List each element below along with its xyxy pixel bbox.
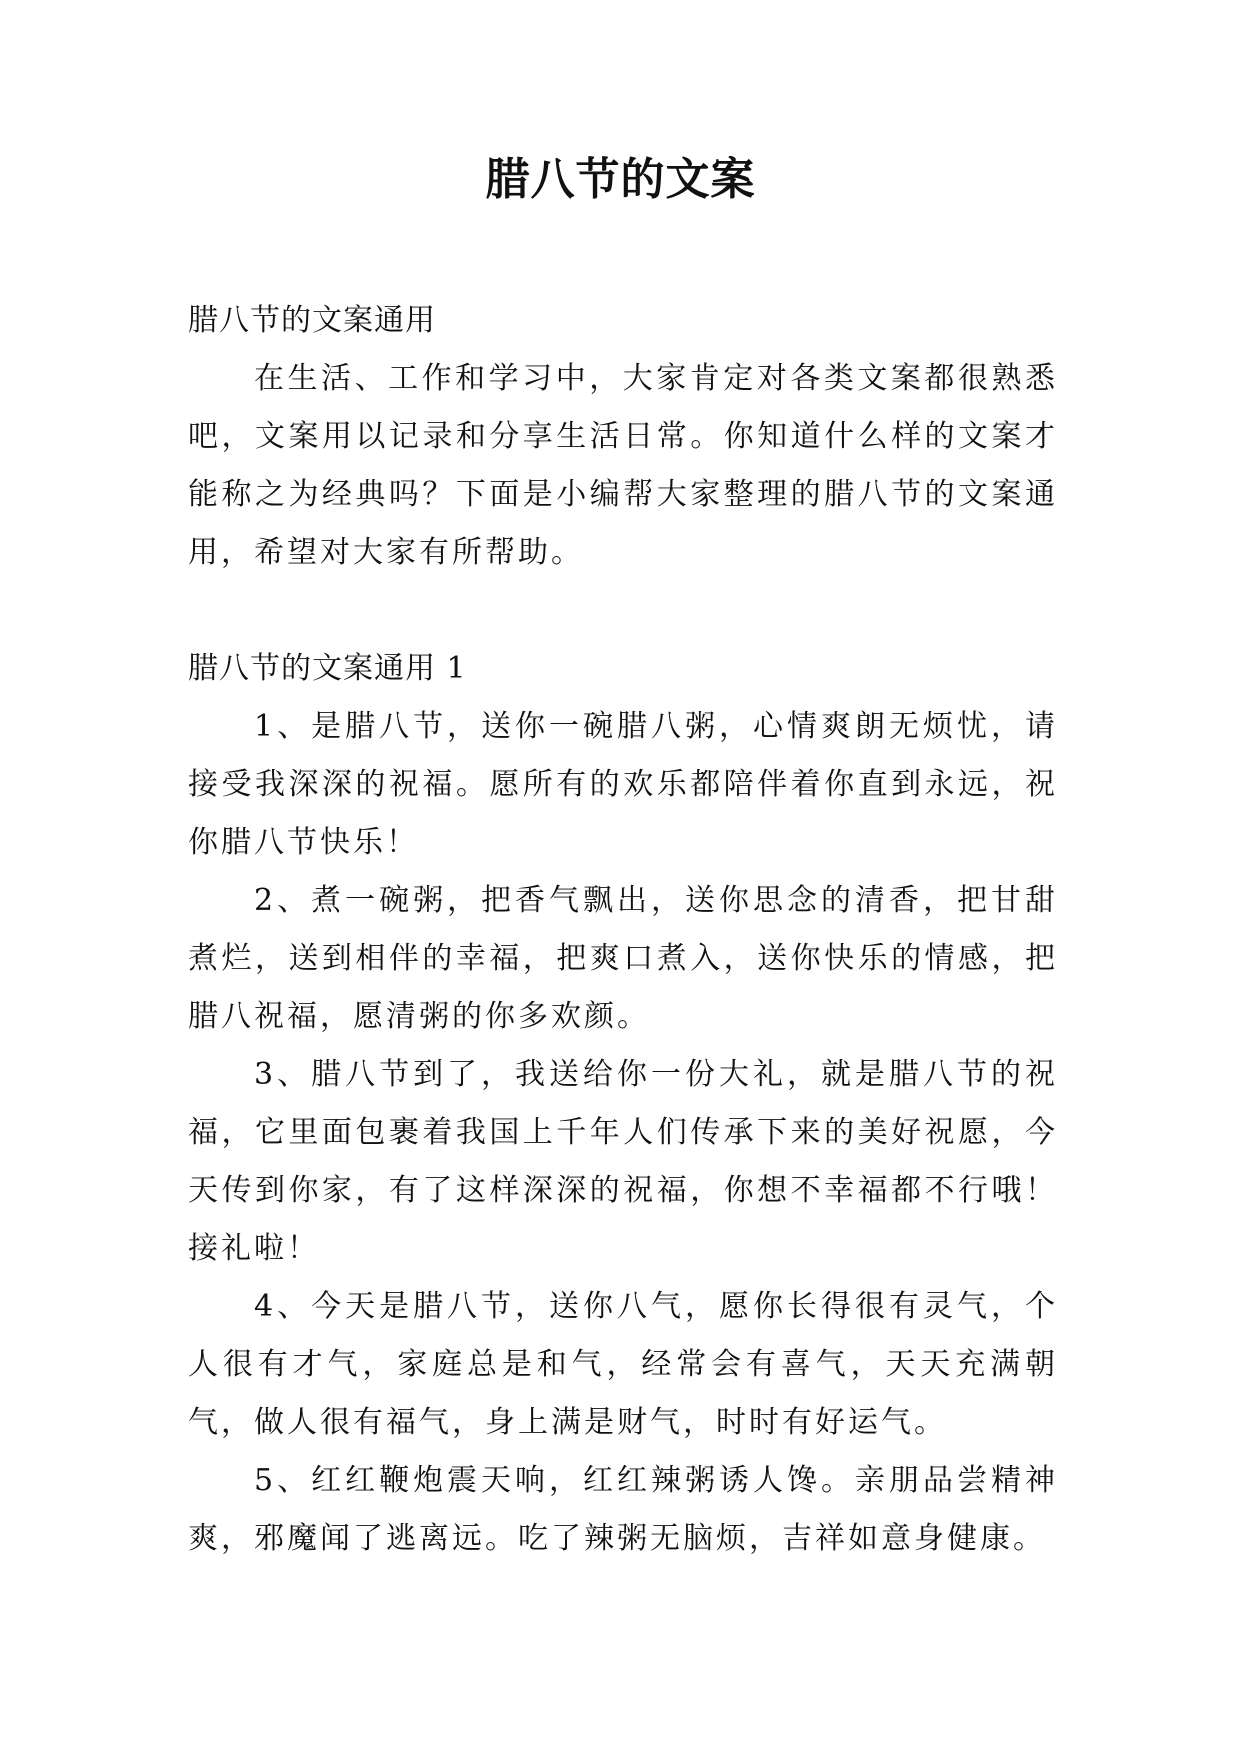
- section-heading: 腊八节的文案通用 1: [188, 651, 467, 686]
- document-body: [188, 292, 1058, 1568]
- list-item: 5、红红鞭炮震天响，红红辣粥诱人馋。亲朋品尝精神爽，邪魔闻了逃离远。吃了辣粥无脑烦，吉祥如意身健康。: [188, 1463, 1058, 1556]
- document-subtitle: 腊八节的文案通用: [188, 303, 436, 338]
- list-item: 3、腊八节到了，我送给你一份大礼，就是腊八节的祝福，它里面包裹着我国上千年人们传承下来的美好祝愿，今天传到你家，有了这样深深的祝福，你想不幸福都不行哦！接礼啦！: [188, 1057, 1058, 1266]
- page-title: 腊八节的文案: [485, 154, 756, 205]
- paragraph-spacer: [188, 582, 1058, 640]
- list-item: 2、煮一碗粥，把香气飘出，送你思念的清香，把甘甜煮烂，送到相伴的幸福，把爽口煮入，送你快乐的情感，把腊八祝福，愿清粥的你多欢颜。: [188, 883, 1058, 1034]
- list-item: 4、今天是腊八节，送你八气，愿你长得很有灵气，个人很有才气，家庭总是和气，经常会有喜气，天天充满朝气，做人很有福气，身上满是财气，时时有好运气。: [188, 1289, 1058, 1440]
- intro-paragraph: 在生活、工作和学习中，大家肯定对各类文案都很熟悉吧，文案用以记录和分享生活日常。你知道什么样的文案才能称之为经典吗？下面是小编帮大家整理的腊八节的文案通用，希望对大家有所帮助。: [188, 361, 1058, 570]
- list-item: 1、是腊八节，送你一碗腊八粥，心情爽朗无烦忧，请接受我深深的祝福。愿所有的欢乐都陪伴着你直到永远，祝你腊八节快乐！: [188, 709, 1058, 860]
